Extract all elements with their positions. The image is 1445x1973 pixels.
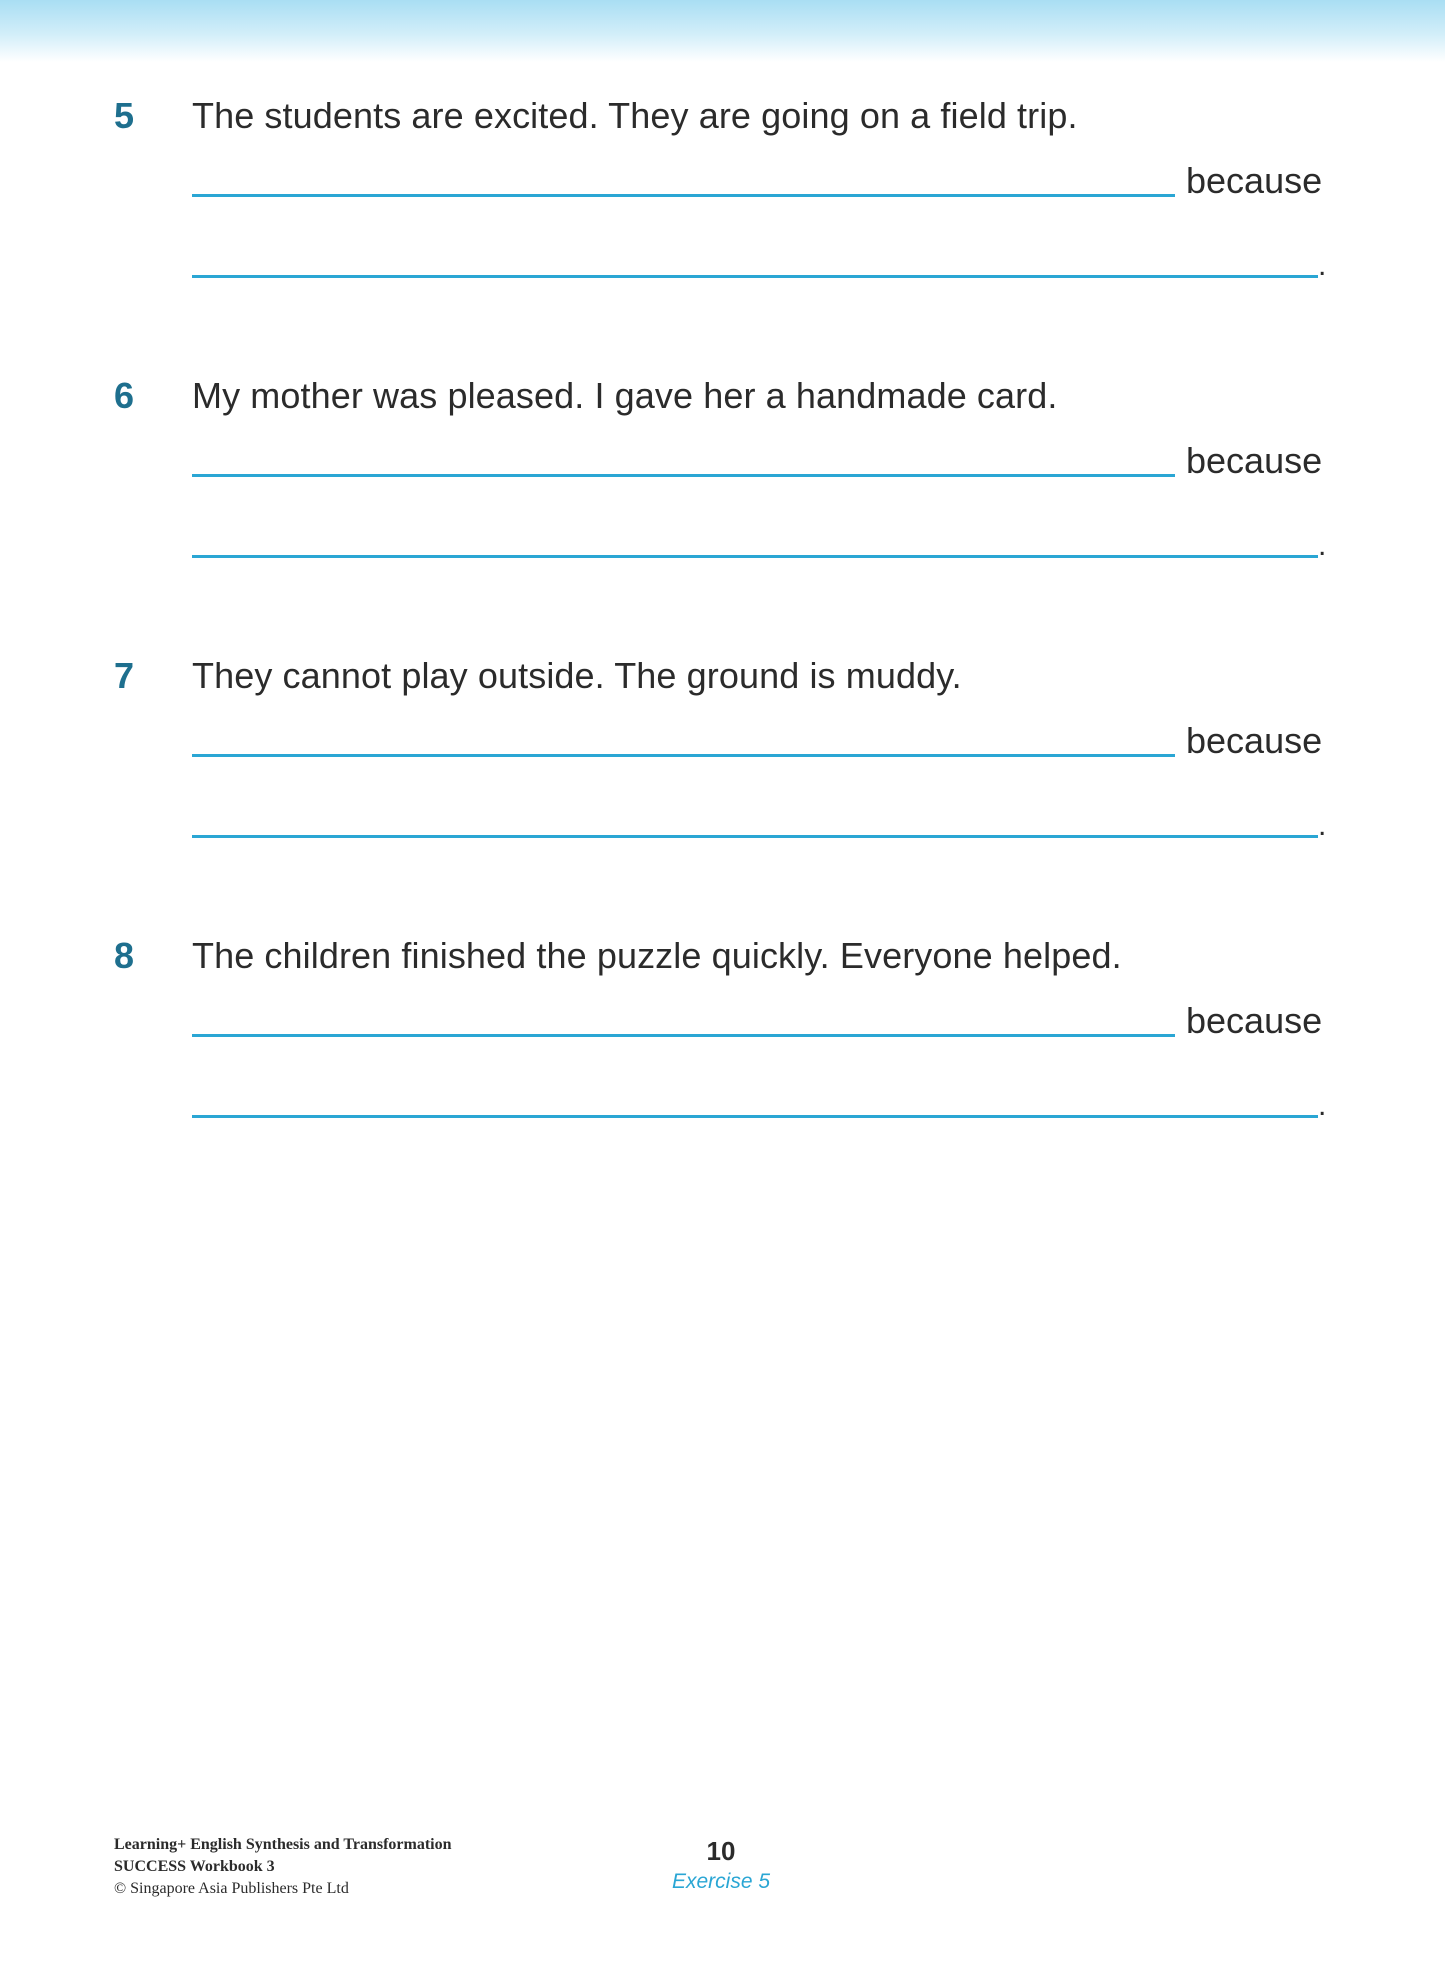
question-7 xyxy=(0,655,1445,898)
book-title: Learning+ English Synthesis and Transformation xyxy=(114,1836,452,1853)
answer-line-2[interactable] xyxy=(192,555,1318,558)
connector-word: because xyxy=(1186,160,1323,201)
answer-line-1[interactable] xyxy=(192,1034,1175,1037)
answer-line-2[interactable] xyxy=(192,835,1318,838)
question-number: 8 xyxy=(114,935,135,976)
question-6 xyxy=(0,375,1445,618)
answer-line-1[interactable] xyxy=(192,754,1175,757)
question-text: The children finished the puzzle quickly. Everyone helped. xyxy=(192,935,1122,976)
question-5 xyxy=(0,95,1445,338)
question-8 xyxy=(0,935,1445,1178)
question-number: 5 xyxy=(114,95,135,136)
connector-word: because xyxy=(1186,440,1323,481)
question-text: My mother was pleased. I gave her a handmade card. xyxy=(192,375,1058,416)
connector-word: because xyxy=(1186,720,1323,761)
question-number: 6 xyxy=(114,375,135,416)
end-mark: . xyxy=(1318,529,1327,562)
footer-credits xyxy=(114,1834,452,1900)
end-mark: . xyxy=(1318,249,1327,282)
question-number: 7 xyxy=(114,655,135,696)
header-band xyxy=(0,0,1445,62)
question-text: The students are excited. They are going on a field trip. xyxy=(192,95,1078,136)
answer-line-1[interactable] xyxy=(192,474,1175,477)
answer-line-1[interactable] xyxy=(192,194,1175,197)
page-number: 10 xyxy=(706,1836,736,1866)
series-name: SUCCESS Workbook 3 xyxy=(114,1858,275,1875)
answer-line-2[interactable] xyxy=(192,1115,1318,1118)
exercise-label: Exercise 5 xyxy=(671,1870,771,1893)
end-mark: . xyxy=(1318,1089,1327,1122)
answer-line-2[interactable] xyxy=(192,275,1318,278)
end-mark: . xyxy=(1318,809,1327,842)
copyright-notice: © Singapore Asia Publishers Pte Ltd xyxy=(114,1880,349,1897)
question-text: They cannot play outside. The ground is muddy. xyxy=(192,655,962,696)
connector-word: because xyxy=(1186,1000,1323,1041)
